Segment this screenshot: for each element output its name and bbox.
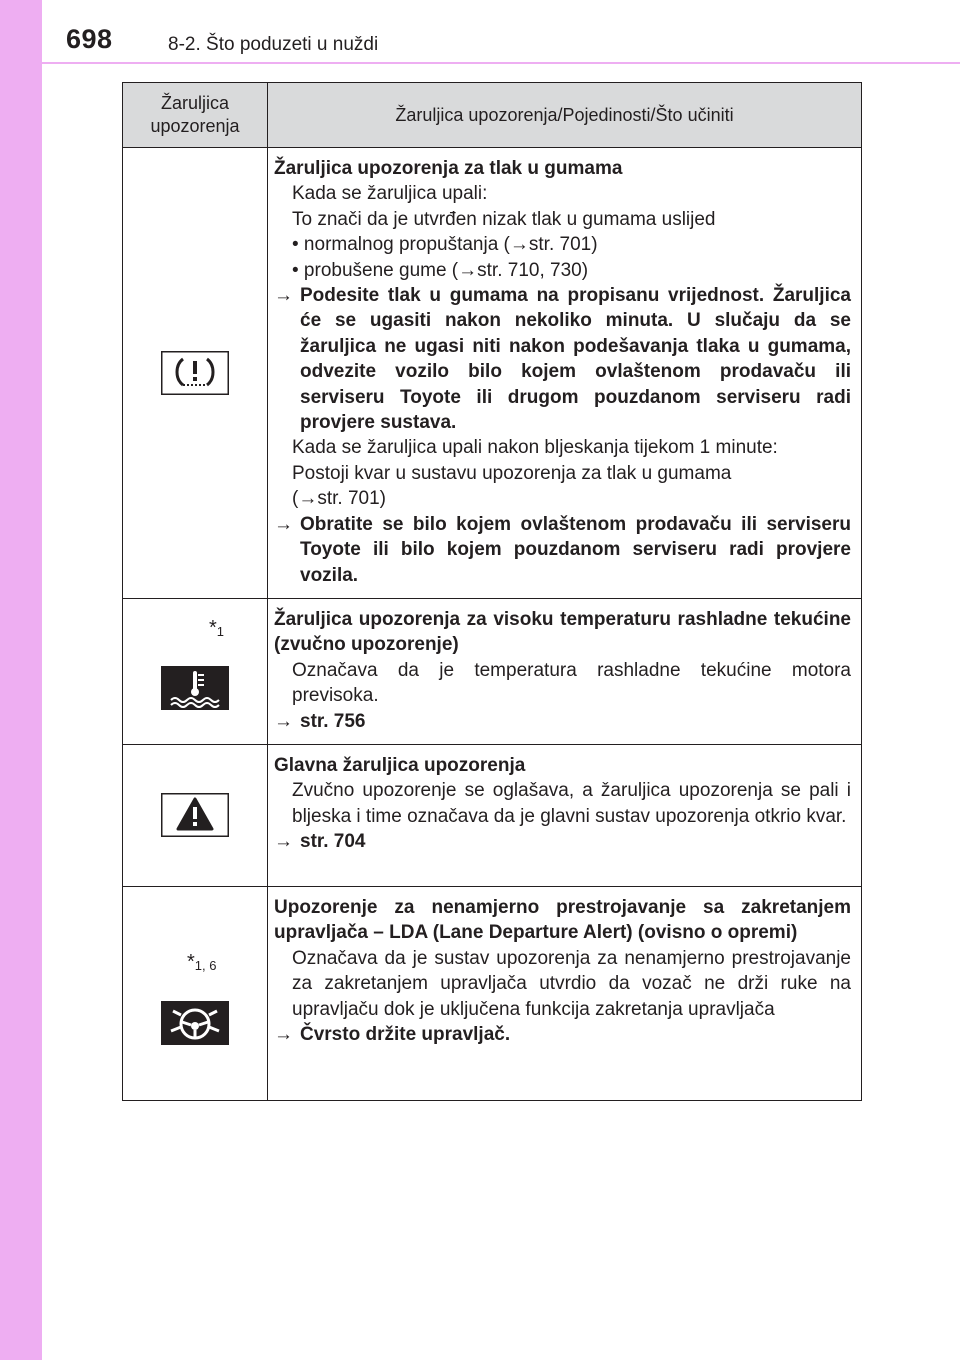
icon-cell [123,886,268,1100]
detail-line: Označava da je sustav upozorenja za nenamjerno prestrojavanje za zakretanjem upravljača utvrdio da vozač ne drži ruke na upravljaču dok je uključena funkcija zakretanja upravljača [292,947,851,1020]
footnote-marker: $*_1$ [209,616,225,639]
table-row [123,148,862,599]
footnote-marker: $*_{1, 6}$ [187,950,217,973]
warning-lights-table [122,82,862,1101]
row-title: Žaruljica upozorenja za tlak u gumama [274,158,623,179]
header-col-indicator: Žaruljica upozorenja [123,83,268,148]
details-cell [268,744,862,886]
detail-line: Kada se žaruljica upali nakon bljeskanja tijekom 1 minute: [292,437,778,459]
page-reference: str. 704 [300,831,366,853]
detail-line: To znači da je utvrđen nizak tlak u gumama uslijed [292,208,716,230]
row-title: Upozorenje za nenamjerno prestrojavanje sa zakretanjem upravljača – LDA (Lane Departure Alert) (ovisno o opremi) [274,896,851,944]
action-line [274,512,851,588]
detail-line: Postoji kvar u sustavu upozorenja za tlak u gumama [292,462,732,484]
page-number: 698 [66,24,113,54]
detail-line: (→str. 701) [292,488,386,510]
section-title: 8-2. Što poduzeti u nuždi [168,34,379,55]
table-row [123,886,862,1100]
detail-line: Zvučno upozorenje se oglašava, a žaruljica upozorenja se pali i bljeska i time označava da je glavni sustav upozorenja otkrio kvar. [292,780,851,827]
bullet-item: • normalnog propuštanja (→str. 701) [292,234,598,256]
details-cell [268,886,862,1100]
table-row [123,744,862,886]
action-line [274,283,851,435]
detail-line: Označava da je temperatura rashladne tekućine motora previsoka. [292,659,851,707]
action-text: Čvrsto držite upravljač. [300,1023,511,1045]
coolant-temperature-icon [161,666,229,710]
arrow-icon: → [274,710,293,732]
tire-pressure-warning-icon [161,351,229,395]
row-title: Žaruljica upozorenja za visoku temperaturu rashladne tekućine (zvučno upozorenje) [274,608,851,656]
action-text: Obratite se bilo kojem ovlaštenom prodavaču ili serviseru Toyote ili bilo kojem pouzdanom serviseru radi provjere vozila. [300,513,851,586]
table-row [123,598,862,744]
action-line [274,1022,851,1047]
arrow-icon: → [274,831,293,853]
header-rule [42,62,960,64]
details-cell [268,148,862,599]
icon-cell [123,148,268,599]
master-warning-icon [161,793,229,837]
icon-cell [123,744,268,886]
detail-line: Kada se žaruljica upali: [292,183,488,205]
side-color-bar [0,0,42,1360]
arrow-icon: → [274,513,293,535]
arrow-icon: → [274,1023,293,1045]
header-col-details: Žaruljica upozorenja/Pojedinosti/Što učiniti [268,83,862,148]
steering-assist-lda-icon [161,1001,229,1045]
arrow-icon: → [274,285,293,307]
bullet-item: • probušene gume (→str. 710, 730) [292,259,589,281]
row-title: Glavna žaruljica upozorenja [274,754,526,776]
page-reference: str. 756 [300,710,366,732]
action-line [274,829,851,854]
table-header-row [123,83,862,148]
action-line [274,709,851,734]
details-cell [268,598,862,744]
icon-cell [123,598,268,744]
action-text: Podesite tlak u gumama na propisanu vrijednost. Žaruljica će se ugasiti nakon nekoliko minuta. U slučaju da se žaruljica ne ugasi niti nakon podešavanja tlaka u gumama, odvezite vozilo bilo kojem ovlaštenom prodavaču ili serviseru Toyote ili drugom pouzdanom serviseru radi provjere sustava. [300,285,851,434]
